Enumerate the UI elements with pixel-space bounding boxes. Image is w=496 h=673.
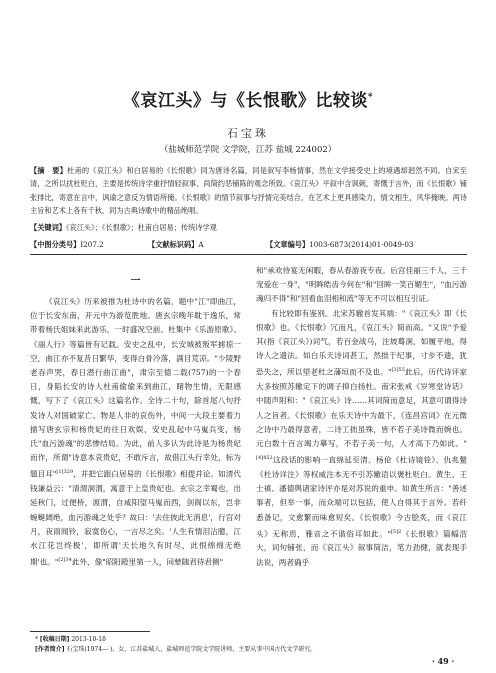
author-bio-label: [作者简介] (35, 646, 65, 653)
paragraph-text: 《哀江头》历来被推为杜诗中的名篇，题中"江"即曲江，位于长安东南，开元中为游览胜地。唐玄宗晚年耽于逸乐，常带着杨氏姐妹来此游乐，一时盛况空前。杜集中《乐游原歌》、《丽人行》等篇皆有记载。安史之乱中，长安城被叛军掳掠一空，曲江亦不复昔日繁华，变得白骨冷落，满目荒凉。"少陵野老吞声哭，春日潜行曲江曲"，肃宗至德二载(757)的一个春日，身陷长安的诗人杜甫偷偷来到曲江，睹物生情，无限感慨，写下了《哀江头》这篇名作。全诗二十句，除首尾八句抒发诗人对国破家亡、物是人非的哀伤外，中间一大段主要着力描写唐玄宗和杨贵妃的往日欢娱、安史乱起中马嵬兵变，杨氏"血污游魂"的悲惨结局。为此，前人多认为此诗是为杨贵妃而作，所谓"诗意本哀贵妃，不敢斥言，故借江头行幸处，标为题目耳" (30, 297, 241, 479)
page-number: · 49 · (432, 656, 455, 666)
abstract-label: 【摘 要】 (30, 166, 68, 175)
doc-label: 【文献标识码】 (148, 240, 199, 249)
footnotes (35, 635, 465, 655)
author-affiliation: （盐城师范学院 文学院，江苏 盐城 224002） (159, 145, 337, 155)
keywords-label: 【关键词】 (30, 223, 66, 232)
clc-number (30, 239, 104, 251)
art-label: 【文章编号】 (266, 240, 310, 249)
author-bio-text: 石宝珠(1974— )，女，江苏盐城人，盐城师范学院文学院讲师，主要从事中国古代文学研究。 (66, 646, 317, 653)
received-label: [收稿日期] (39, 636, 70, 643)
citation-ref: [1]329 (56, 469, 74, 476)
citation-ref: [5]2 (390, 528, 402, 535)
body-paragraph (256, 264, 467, 307)
document-code (148, 239, 204, 251)
paragraph-text: 《长恨歌》篇幅浩大，词句铺张，而《哀江头》叙事简洁，笔力劲健，就表现手法说，两者确乎 (256, 529, 467, 567)
citation-ref: [4]452 (256, 455, 273, 462)
paragraph-text: 和"承欢侍宴无闲暇，春从春游夜专夜。后宫佳丽三千人，三千宠爱在一身"，"明眸皓齿今何在"和"回眸一笑百媚生"，"血污游魂归不得"和"回看血泪相和流"等无不可以相互引证。 (256, 266, 467, 304)
header-divider (30, 254, 467, 255)
received-date: * [收稿日期] 2013-10-18 (35, 636, 106, 643)
citation-ref: [3]55 (391, 367, 405, 374)
paragraph-text: 这段话的影响一直绵延至清。杨伦《杜诗镜铨》、仇兆鳌《杜诗详注》等权威注本无不引苏辙语以褒杜贬白。黄生、王士禛、潘德舆诸家诗评亦是对苏说的重申。如黄生所言："善述事者，但举一事，而众端可以包括，使人自得其于言外。若纤悉备记，文愈繁而味愈短矣。《长恨歌》今古脍炙，而《哀江头》无称焉，雅音之不谐俗耳如此。" (256, 455, 467, 539)
paragraph-text: 此后，历代诗评家大多按照苏辙定下的调子抑白扬杜。南宋张戒《岁寒堂诗话》中随声附和："《哀江头》诗……其词简而意足，其意可谓得诗人之旨者。《长恨歌》在乐天诗中为最下，《连昌宫词》在元微之诗中乃最得意者，二诗工拙虽殊，皆不若子美诗微而婉也。元白数十百言竭力摹写，不若子美一句，人才高下乃如此。" (256, 367, 468, 448)
art-value: 1003-6873(2014)01-0049-03 (309, 240, 414, 249)
author-name: 石宝珠 (227, 127, 269, 140)
paragraph-text: 有比较即有鉴别。北宋苏辙首发其端："《哀江头》即《长恨歌》也。《长恨歌》冗而凡，《哀江头》简而高。"又说"予爱其(指《哀江头》)词气，若百金战马，注坡蓦涧，如履平地，得诗人之遗法。如白乐天诗词甚工，然拙于纪事，寸步不遗，犹恐失之，所以望老杜之藩垣而不及也。" (256, 308, 467, 377)
citation-ref: [2]34 (58, 557, 72, 564)
body-paragraph (256, 307, 467, 570)
paragraph-text: 此外，像"昭阳殿里第一人，同辇随君侍君侧" (71, 557, 224, 567)
section-heading: 一 (130, 276, 141, 287)
clc-label: 【中图分类号】 (30, 240, 81, 249)
received-value: 2013-10-18 (71, 636, 106, 643)
article-title (0, 86, 496, 111)
body-column-left (30, 262, 241, 570)
abstract-text: 杜甫的《哀江头》和白居易的《长恨歌》同为唐诗名篇，同是叙写李杨情事，然在文学接受史上的境遇却迥然不同。自宋至清，之所以扰杜贬白，主要是传统诗学重抒情轻叙事、尚简约恶铺陈的观念所致。《哀江头》平叙中含讽刺，寄慨于言外，而《长恨歌》铺张排比，寄意在言中，讽谕之意反为情语所掩。《长恨歌》的情节叙事与抒情完美结合，在艺术上更具感染力，情文相生，风华掩映。两诗主旨和艺术上各有千秋，同为古典诗歌中的精品绝唱。 (30, 166, 467, 216)
article-number (266, 239, 414, 251)
clc-value: I207.2 (80, 240, 104, 249)
paragraph-text: ，并把它跟白居易的《长恨歌》相提并论。如清代钱谦益云："清渭洞渭，寓意于上皇贵妃也。玄宗之幸蜀也，出延秋门，过便桥，渡渭，自咸阳望马嵬而西，剑阁以东，岂非蜿蜒阔绝，血污游魂之处乎？故曰：'去住彼此无消息'，行宫对月，夜雨闻铃，寂寞伤心，一言尽之矣。'人生有情泪沾臆，江水江花岂终极'，即所谓'天长地久有时尽，此恨绵绵无绝期'也。" (30, 469, 242, 567)
doc-value: A (198, 240, 204, 249)
article-title-text: 《哀江头》与《长恨歌》比较谈 (122, 91, 368, 111)
title-footnote-mark: * (367, 92, 374, 103)
keywords-text: 《哀江头》；《长恨歌》；杜甫白居易；传统诗学观 (65, 223, 217, 232)
footnote-divider (30, 631, 150, 632)
body-paragraph (30, 295, 241, 570)
author-bio (35, 645, 465, 655)
abstract (30, 164, 467, 218)
keywords (30, 222, 467, 234)
body-column-right (256, 264, 467, 570)
